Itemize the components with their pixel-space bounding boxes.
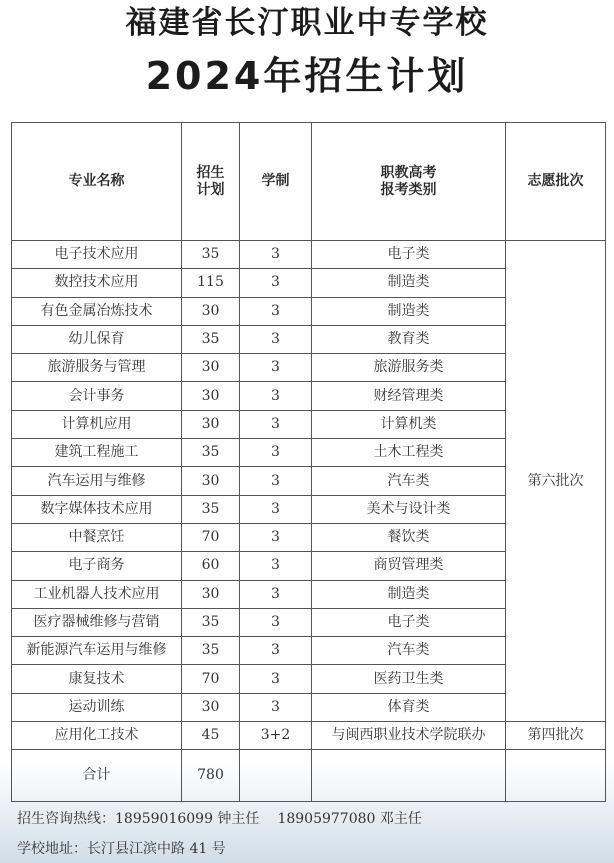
cell-category: 商贸管理类 — [312, 552, 506, 580]
cell-quota: 35 — [182, 439, 240, 467]
cell-years: 3 — [240, 693, 312, 721]
cell-major: 会计事务 — [12, 382, 182, 410]
cell-major: 建筑工程施工 — [12, 439, 182, 467]
cell-major: 有色金属冶炼技术 — [12, 297, 182, 325]
table-header-row — [12, 123, 606, 241]
cell-major: 医疗器械维修与营销 — [12, 608, 182, 636]
header-quota-line1: 招生 — [196, 164, 225, 181]
table-row-joint-program — [12, 722, 606, 750]
hotline-phone-2: 18905977080 邓主任 — [277, 811, 422, 827]
cell-major: 应用化工技术 — [12, 722, 182, 750]
cell-major: 幼儿保育 — [12, 325, 182, 353]
cell-major: 数控技术应用 — [12, 269, 182, 297]
cell-quota: 115 — [182, 269, 240, 297]
cell-years: 3 — [240, 410, 312, 438]
cell-major: 旅游服务与管理 — [12, 354, 182, 382]
cell-category: 医药卫生类 — [312, 665, 506, 693]
cell-years: 3 — [240, 354, 312, 382]
cell-major: 康复技术 — [12, 665, 182, 693]
address-value: 长汀县江滨中路 41 号 — [87, 841, 226, 857]
address-label: 学校地址： — [17, 841, 87, 857]
cell-years: 3 — [240, 467, 312, 495]
cell-quota: 30 — [182, 410, 240, 438]
cell-category: 餐饮类 — [312, 523, 506, 551]
header-exam-category — [312, 123, 506, 241]
cell-quota: 70 — [182, 665, 240, 693]
cell-quota: 35 — [182, 495, 240, 523]
cell-years: 3 — [240, 241, 312, 269]
cell-major: 中餐烹饪 — [12, 523, 182, 551]
cell-category: 电子类 — [312, 241, 506, 269]
cell-quota: 35 — [182, 637, 240, 665]
cell-years: 3 — [240, 382, 312, 410]
hotline-label: 招生咨询热线： — [17, 811, 115, 827]
hotline-phone-1: 18959016099 钟主任 — [115, 811, 260, 827]
cell-years: 3 — [240, 523, 312, 551]
cell-category: 汽车类 — [312, 637, 506, 665]
cell-category: 制造类 — [312, 269, 506, 297]
total-label: 合计 — [12, 750, 182, 802]
enrollment-table — [11, 122, 606, 802]
header-quota — [182, 123, 240, 241]
cell-quota: 60 — [182, 552, 240, 580]
cell-batch-main: 第六批次 — [506, 241, 606, 722]
cell-quota: 45 — [182, 722, 240, 750]
cell-batch-fourth: 第四批次 — [506, 722, 606, 750]
cell-years: 3 — [240, 637, 312, 665]
cell-quota: 30 — [182, 297, 240, 325]
header-exam-line1: 职教高考 — [380, 164, 437, 181]
cell-quota: 30 — [182, 382, 240, 410]
cell-quota: 30 — [182, 354, 240, 382]
cell-category: 教育类 — [312, 325, 506, 353]
cell-category: 计算机类 — [312, 410, 506, 438]
cell-quota: 30 — [182, 467, 240, 495]
header-years: 学制 — [240, 123, 312, 241]
cell-category: 体育类 — [312, 693, 506, 721]
total-value: 780 — [182, 750, 240, 802]
cell-category: 制造类 — [312, 580, 506, 608]
cell-quota: 30 — [182, 580, 240, 608]
cell-major: 计算机应用 — [12, 410, 182, 438]
cell-years: 3 — [240, 297, 312, 325]
header-major: 专业名称 — [12, 123, 182, 241]
cell-category: 与闽西职业技术学院联办 — [312, 722, 506, 750]
cell-years: 3 — [240, 439, 312, 467]
cell-major: 电子商务 — [12, 552, 182, 580]
cell-years: 3 — [240, 608, 312, 636]
cell-category: 土木工程类 — [312, 439, 506, 467]
cell-years: 3 — [240, 325, 312, 353]
cell-major: 电子技术应用 — [12, 241, 182, 269]
school-title: 福建省长汀职业中专学校 — [125, 5, 489, 41]
cell-quota: 35 — [182, 325, 240, 353]
cell-quota: 70 — [182, 523, 240, 551]
cell-category: 旅游服务类 — [312, 354, 506, 382]
cell-empty — [240, 750, 312, 802]
header-batch: 志愿批次 — [506, 123, 606, 241]
cell-major: 数字媒体技术应用 — [12, 495, 182, 523]
cell-empty — [506, 750, 606, 802]
hotline — [17, 808, 422, 828]
cell-category: 制造类 — [312, 297, 506, 325]
cell-years: 3 — [240, 552, 312, 580]
cell-years: 3 — [240, 269, 312, 297]
cell-years: 3 — [240, 495, 312, 523]
cell-empty — [312, 750, 506, 802]
cell-category: 财经管理类 — [312, 382, 506, 410]
table-total-row — [12, 750, 606, 802]
cell-category: 汽车类 — [312, 467, 506, 495]
cell-major: 工业机器人技术应用 — [12, 580, 182, 608]
cell-quota: 35 — [182, 241, 240, 269]
table-row — [12, 241, 606, 269]
cell-category: 电子类 — [312, 608, 506, 636]
cell-years: 3+2 — [240, 722, 312, 750]
cell-years: 3 — [240, 580, 312, 608]
cell-years: 3 — [240, 665, 312, 693]
header-exam-line2: 报考类别 — [380, 181, 437, 198]
plan-title: 2024年招生计划 — [145, 54, 469, 98]
cell-major: 新能源汽车运用与维修 — [12, 637, 182, 665]
cell-major: 运动训练 — [12, 693, 182, 721]
cell-category: 美术与设计类 — [312, 495, 506, 523]
header-quota-line2: 计划 — [196, 181, 225, 198]
cell-quota: 35 — [182, 608, 240, 636]
school-address — [17, 838, 226, 858]
cell-major: 汽车运用与维修 — [12, 467, 182, 495]
cell-quota: 30 — [182, 693, 240, 721]
